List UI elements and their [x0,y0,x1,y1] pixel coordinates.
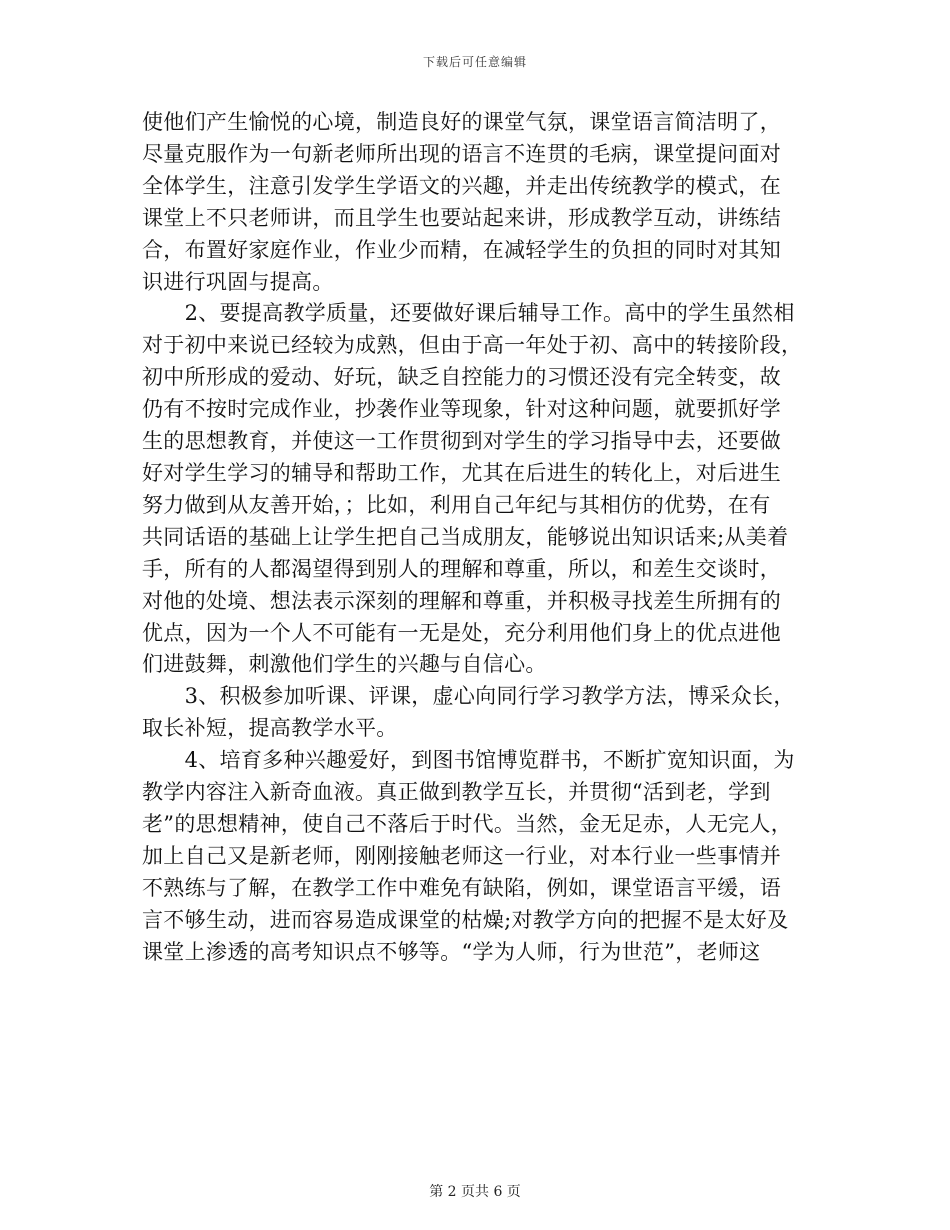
body-line: 2、要提高教学质量，还要做好课后辅导工作。高中的学生虽然相 [142,301,795,326]
body-line: 取长补短，提高教学水平。 [142,716,398,741]
body-line: 共同话语的基础上让学生把自己当成朋友，能够说出知识话来;从美着 [142,524,789,549]
body-line: 课堂上渗透的高考知识点不够等。“学为人师，行为世范”，老师这 [142,939,761,964]
body-line: 优点，因为一个人不可能有一无是处，充分利用他们身上的优点进他 [142,620,781,645]
body-line: 好对学生学习的辅导和帮助工作，尤其在后进生的转化上，对后进生 [142,460,781,485]
body-line: 手，所有的人都渴望得到别人的理解和尊重，所以，和差生交谈时， [142,556,781,581]
body-line: 3、积极参加听课、评课，虚心向同行学习教学方法，博采众长， [142,684,795,709]
body-line: 仍有不按时完成作业，抄袭作业等现象，针对这种问题，就要抓好学 [142,397,781,422]
body-line: 努力做到从友善开始，；比如，利用自己年纪与其相仿的优势，在有 [142,492,771,517]
body-line: 尽量克服作为一句新老师所出现的语言不连贯的毛病，课堂提问面对 [142,141,781,166]
body-line: 不熟练与了解，在教学工作中难免有缺陷，例如，课堂语言平缓，语 [142,875,781,900]
body-line: 生的思想教育，并使这一工作贯彻到对学生的学习指导中去，还要做 [142,429,781,454]
body-line: 对于初中来说已经较为成熟，但由于高一年处于初、高中的转接阶段， [142,333,803,358]
body-line: 课堂上不只老师讲，而且学生也要站起来讲，形成教学互动，讲练结 [142,205,781,230]
body-line: 加上自己又是新老师，刚刚接触老师这一行业，对本行业一些事情并 [142,843,781,868]
document-body [142,107,812,968]
body-line: 合，布置好家庭作业，作业少而精，在减轻学生的负担的同时对其知 [142,237,781,262]
body-line: 对他的处境、想法表示深刻的理解和尊重，并积极寻找差生所拥有的 [142,588,781,613]
page-footer: 第 2 页共 6 页 [429,1184,521,1200]
body-line: 初中所形成的爱动、好玩，缺乏自控能力的习惯还没有完全转变，故 [142,365,781,390]
body-line: 教学内容注入新奇血液。真正做到教学互长，并贯彻“活到老，学到 [142,780,771,805]
body-line: 全体学生，注意引发学生学语文的兴趣，并走出传统教学的模式，在 [142,173,781,198]
body-line: 们进鼓舞，刺激他们学生的兴趣与自信心。 [142,652,547,677]
body-line: 老”的思想精神，使自己不落后于时代。当然，金无足赤，人无完人， [142,811,793,836]
page-header: 下载后可任意编辑 [422,55,527,69]
body-line: 使他们产生愉悦的心境，制造良好的课堂气氛，课堂语言简洁明了， [142,110,781,134]
body-line: 识进行巩固与提高。 [142,269,334,294]
body-line: 4、培育多种兴趣爱好，到图书馆博览群书，不断扩宽知识面，为 [142,748,795,773]
body-line: 言不够生动，进而容易造成课堂的枯燥;对教学方向的把握不是太好及 [142,907,789,932]
